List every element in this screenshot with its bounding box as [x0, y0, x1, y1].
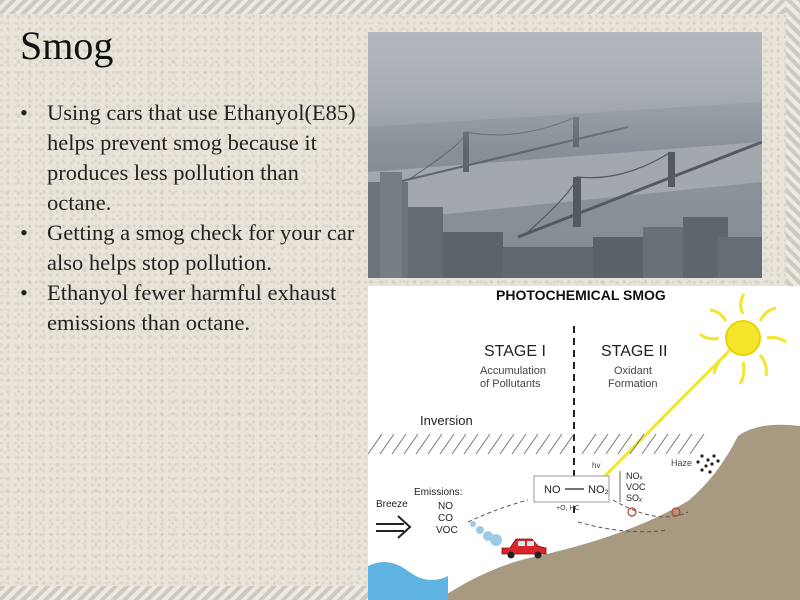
haze-label: Haze [671, 458, 693, 468]
reaction-catalyst: +O, HC [556, 505, 580, 512]
stage2-item: SOₓ [626, 493, 642, 503]
photochemical-smog-diagram [368, 286, 800, 600]
bullet-item: • Getting a smog check for your car also helps stop pollution. [20, 218, 360, 278]
breeze-arrow-icon [376, 516, 410, 538]
haze-particles [696, 454, 719, 473]
bullet-list [20, 98, 360, 338]
bullet-item: • Using cars that use Ethanyol(E85) helps prevent smog because it produces less pollution than octane. [20, 98, 360, 218]
stage1-subtitle-line2: of Pollutants [480, 378, 541, 390]
emission-item: NO [438, 501, 453, 512]
car-icon [502, 539, 546, 559]
inversion-layer [368, 434, 704, 454]
bullet-item: • Ethanyol fewer harmful exhaust emissions than octane. [20, 278, 360, 338]
emission-item: CO [438, 513, 453, 524]
stage2-title: STAGE II [601, 343, 668, 360]
diagram-title: PHOTOCHEMICAL SMOG [496, 287, 666, 303]
city-smog-photo-drawing [368, 32, 762, 278]
stage1-title: STAGE I [484, 343, 546, 360]
hill-terrain [438, 425, 800, 600]
product-no2: NO₂ [588, 484, 609, 496]
reactant-no: NO [544, 484, 561, 496]
stage2-subtitle-line2: Formation [608, 378, 658, 390]
smog-diagram-drawing [368, 286, 800, 600]
hv-label: hv [592, 461, 601, 470]
stage2-subtitle-line1: Oxidant [614, 365, 652, 377]
breeze-label: Breeze [376, 499, 408, 510]
emissions-label: Emissions: [414, 487, 463, 498]
top-border [0, 0, 800, 14]
inversion-label: Inversion [420, 413, 473, 428]
stage1-subtitle-line1: Accumulation [480, 365, 547, 377]
exhaust-puff [470, 521, 502, 546]
flow-path [468, 500, 528, 522]
stage2-item: NOₓ [626, 471, 643, 481]
stage2-item: VOC [626, 482, 646, 492]
slide-title: Smog [20, 23, 114, 68]
emission-item: VOC [436, 525, 458, 536]
sun-icon [700, 294, 786, 384]
city-smog-photo [368, 32, 762, 278]
